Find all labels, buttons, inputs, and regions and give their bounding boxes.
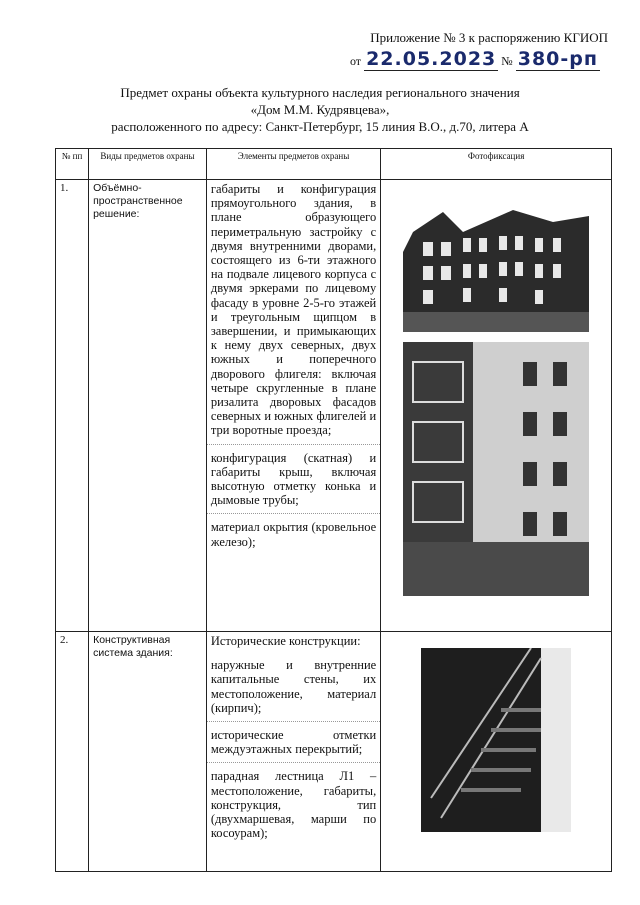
header-kind: Виды предметов охраны [89, 149, 207, 180]
protection-table [55, 148, 612, 872]
table-row [56, 632, 612, 872]
title-line-2: «Дом М.М. Кудрявцева», [250, 102, 390, 117]
order-reference [350, 50, 600, 71]
element-text: исторические отметки междуэтажных перекрытий; [210, 728, 377, 757]
divider [207, 721, 380, 722]
courtyard-photo [403, 342, 589, 596]
facade-photo [403, 202, 589, 332]
element-text: материал окрытия (кровельное железо); [210, 520, 377, 549]
table-header-row [56, 149, 612, 180]
row-kind: Объёмно-пространственное решение: [89, 180, 207, 632]
row-photos [381, 632, 612, 872]
element-text: конфигурация (скатная) и габариты крыш, включая высотную отметку конька и дымовые трубы; [210, 450, 377, 508]
divider [207, 762, 380, 763]
divider [207, 513, 380, 514]
row-kind: Конструктивная система здания: [89, 632, 207, 872]
element-text: Исторические конструкции: [210, 634, 361, 648]
row-number: 2. [56, 632, 89, 872]
element-text: габариты и конфигурация прямоугольного здания, в плане образующего периметральную застройку с двумя внутренними дворами, состоящего из 6-ти этажного на подвале лицевого корпуса с двумя эркерами по лицевому фасаду в уровне 2-5-го этажей и треугольным щипцом в завершении, и примыкающих к нему двух северных, двух южных и поперечного дворового флигеля: включая четыре скругленные в плане ризалита дворовых фасадов северных и южных флигелей и три воротные проезда; [210, 182, 377, 438]
document-title [0, 84, 640, 135]
divider [207, 444, 380, 445]
row-elements [206, 180, 380, 632]
row-photos [381, 180, 612, 632]
date-prefix: от [349, 54, 362, 68]
table-row [56, 180, 612, 632]
staircase-photo [421, 648, 571, 832]
appendix-line: Приложение № 3 к распоряжению КГИОП [370, 30, 608, 45]
header-photo: Фотофиксация [381, 149, 612, 180]
row-elements [206, 632, 380, 872]
title-line-1: Предмет охраны объекта культурного наследия регионального значения [120, 85, 520, 100]
title-line-3: расположенного по адресу: Санкт-Петербург, 15 линия В.О., д.70, литера А [111, 119, 529, 134]
row-number: 1. [56, 180, 89, 632]
order-date: 22.05.2023 [366, 48, 497, 70]
order-number: 380-рп [517, 48, 598, 70]
header-no: № пп [56, 149, 89, 180]
element-text: наружные и внутренние капитальные стены, их местоположение, материал (кирпич); [210, 658, 377, 715]
header-elements: Элементы предметов охраны [206, 149, 380, 180]
element-text: парадная лестница Л1 – местоположение, габариты, конструкция, тип (двухмаршевая, марши по косоурам); [210, 769, 377, 841]
number-prefix: № [501, 54, 513, 68]
